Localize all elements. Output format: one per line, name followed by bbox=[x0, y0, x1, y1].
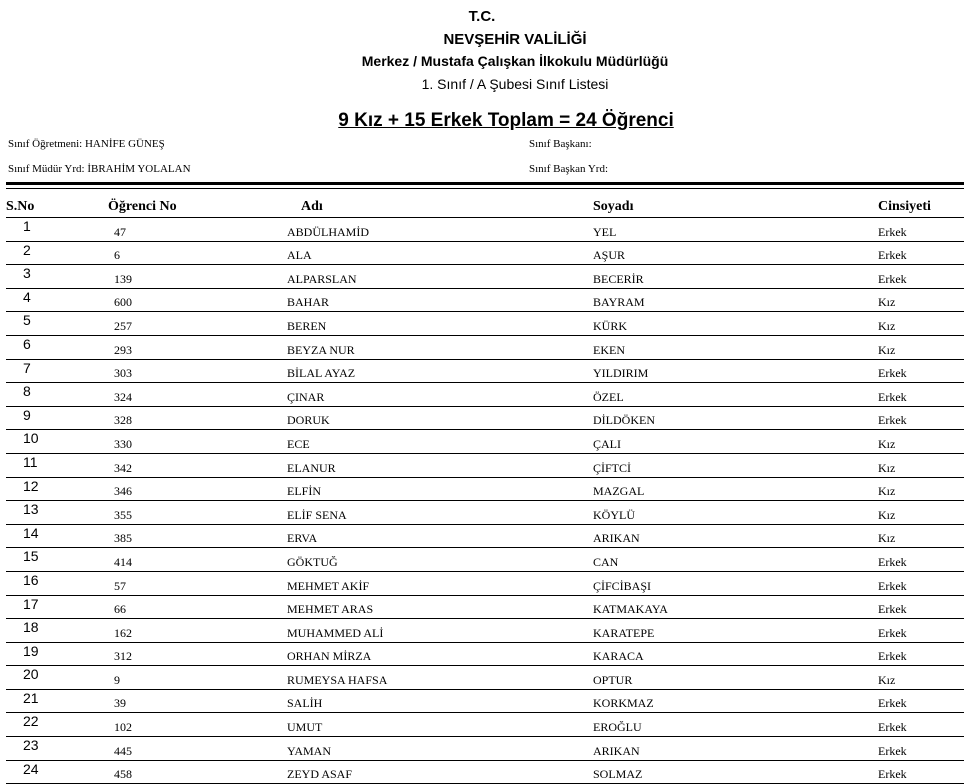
divider-thin bbox=[6, 188, 964, 189]
row-last-name: BECERİR bbox=[593, 265, 878, 289]
row-gender: Kız bbox=[878, 312, 964, 336]
row-gender: Kız bbox=[878, 524, 964, 548]
row-first-name: BİLAL AYAZ bbox=[287, 359, 593, 383]
table-row: 5 257 BEREN KÜRK Kız bbox=[6, 312, 964, 336]
row-last-name: ARIKAN bbox=[593, 737, 878, 761]
row-last-name: MAZGAL bbox=[593, 477, 878, 501]
row-last-name: KÜRK bbox=[593, 312, 878, 336]
row-first-name: ERVA bbox=[287, 524, 593, 548]
row-first-name: SALİH bbox=[287, 689, 593, 713]
row-last-name: KÖYLÜ bbox=[593, 501, 878, 525]
row-student-no: 328 bbox=[6, 406, 287, 430]
row-gender: Erkek bbox=[878, 737, 964, 761]
row-last-name: KARATEPE bbox=[593, 619, 878, 643]
row-gender: Erkek bbox=[878, 571, 964, 595]
student-table bbox=[6, 197, 964, 784]
row-gender: Kız bbox=[878, 335, 964, 359]
row-student-no: 139 bbox=[6, 265, 287, 289]
table-row: 22 102 UMUT EROĞLU Erkek bbox=[6, 713, 964, 737]
row-student-no: 445 bbox=[6, 737, 287, 761]
row-student-no: 312 bbox=[6, 642, 287, 666]
table-row: 14 385 ERVA ARIKAN Kız bbox=[6, 524, 964, 548]
row-student-no: 385 bbox=[6, 524, 287, 548]
row-last-name: ÇALI bbox=[593, 430, 878, 454]
row-gender: Kız bbox=[878, 453, 964, 477]
table-row: 11 342 ELANUR ÇİFTCİ Kız bbox=[6, 453, 964, 477]
row-last-name: ÖZEL bbox=[593, 383, 878, 407]
row-first-name: ZEYD ASAF bbox=[287, 760, 593, 784]
row-student-no: 39 bbox=[6, 689, 287, 713]
row-gender: Kız bbox=[878, 501, 964, 525]
class-president: Sınıf Başkanı: bbox=[529, 138, 592, 150]
table-row: 7 303 BİLAL AYAZ YILDIRIM Erkek bbox=[6, 359, 964, 383]
table-row: 23 445 YAMAN ARIKAN Erkek bbox=[6, 737, 964, 761]
row-gender: Erkek bbox=[878, 595, 964, 619]
table-row: 24 458 ZEYD ASAF SOLMAZ Erkek bbox=[6, 760, 964, 784]
student-count-summary: 9 Kız + 15 Erkek Toplam = 24 Öğrenci bbox=[338, 110, 674, 131]
row-last-name: BAYRAM bbox=[593, 288, 878, 312]
row-gender: Erkek bbox=[878, 241, 964, 265]
table-row: 16 57 MEHMET AKİF ÇİFCİBAŞI Erkek bbox=[6, 571, 964, 595]
row-student-no: 9 bbox=[6, 666, 287, 690]
row-first-name: BEREN bbox=[287, 312, 593, 336]
row-last-name: ÇİFTCİ bbox=[593, 453, 878, 477]
header-line-school: Merkez / Mustafa Çalışkan İlkokulu Müdürlüğü bbox=[361, 53, 669, 69]
row-last-name: DİLDÖKEN bbox=[593, 406, 878, 430]
table-row: 1 47 ABDÜLHAMİD YEL Erkek bbox=[6, 218, 964, 242]
header-line-tc: T.C. bbox=[468, 8, 496, 25]
row-student-no: 355 bbox=[6, 501, 287, 525]
row-first-name: ELFİN bbox=[287, 477, 593, 501]
row-last-name: SOLMAZ bbox=[593, 760, 878, 784]
table-row: 12 346 ELFİN MAZGAL Kız bbox=[6, 477, 964, 501]
row-student-no: 66 bbox=[6, 595, 287, 619]
row-student-no: 102 bbox=[6, 713, 287, 737]
vice-principal: Sınıf Müdür Yrd: İBRAHİM YOLALAN bbox=[8, 163, 191, 175]
table-row: 15 414 GÖKTUĞ CAN Erkek bbox=[6, 548, 964, 572]
row-first-name: YAMAN bbox=[287, 737, 593, 761]
row-last-name: EKEN bbox=[593, 335, 878, 359]
row-student-no: 330 bbox=[6, 430, 287, 454]
table-row: 21 39 SALİH KORKMAZ Erkek bbox=[6, 689, 964, 713]
row-last-name: KARACA bbox=[593, 642, 878, 666]
table-row: 10 330 ECE ÇALI Kız bbox=[6, 430, 964, 454]
row-student-no: 162 bbox=[6, 619, 287, 643]
header-first-name: Adı bbox=[287, 197, 593, 218]
row-gender: Erkek bbox=[878, 713, 964, 737]
row-first-name: MEHMET ARAS bbox=[287, 595, 593, 619]
row-last-name: CAN bbox=[593, 548, 878, 572]
row-last-name: ARIKAN bbox=[593, 524, 878, 548]
row-student-no: 6 bbox=[6, 241, 287, 265]
table-row: 4 600 BAHAR BAYRAM Kız bbox=[6, 288, 964, 312]
row-last-name: EROĞLU bbox=[593, 713, 878, 737]
row-last-name: KORKMAZ bbox=[593, 689, 878, 713]
row-first-name: UMUT bbox=[287, 713, 593, 737]
row-student-no: 346 bbox=[6, 477, 287, 501]
row-first-name: ELANUR bbox=[287, 453, 593, 477]
table-row: 17 66 MEHMET ARAS KATMAKAYA Erkek bbox=[6, 595, 964, 619]
row-gender: Erkek bbox=[878, 383, 964, 407]
row-first-name: GÖKTUĞ bbox=[287, 548, 593, 572]
row-gender: Erkek bbox=[878, 265, 964, 289]
table-row: 20 9 RUMEYSA HAFSA OPTUR Kız bbox=[6, 666, 964, 690]
class-vice-president: Sınıf Başkan Yrd: bbox=[529, 163, 609, 175]
row-last-name: YEL bbox=[593, 218, 878, 242]
row-student-no: 600 bbox=[6, 288, 287, 312]
row-first-name: ÇINAR bbox=[287, 383, 593, 407]
header-gender: Cinsiyeti bbox=[878, 197, 964, 218]
row-gender: Kız bbox=[878, 666, 964, 690]
table-row: 9 328 DORUK DİLDÖKEN Erkek bbox=[6, 406, 964, 430]
row-first-name: ELİF SENA bbox=[287, 501, 593, 525]
row-first-name: DORUK bbox=[287, 406, 593, 430]
table-row: 6 293 BEYZA NUR EKEN Kız bbox=[6, 335, 964, 359]
class-teacher: Sınıf Öğretmeni: HANİFE GÜNEŞ bbox=[8, 138, 165, 150]
table-row: 19 312 ORHAN MİRZA KARACA Erkek bbox=[6, 642, 964, 666]
row-gender: Kız bbox=[878, 430, 964, 454]
divider-thick bbox=[6, 182, 964, 185]
row-last-name: ÇİFCİBAŞI bbox=[593, 571, 878, 595]
row-gender: Erkek bbox=[878, 642, 964, 666]
table-row: 18 162 MUHAMMED ALİ KARATEPE Erkek bbox=[6, 619, 964, 643]
row-gender: Erkek bbox=[878, 548, 964, 572]
row-first-name: ORHAN MİRZA bbox=[287, 642, 593, 666]
table-row: 13 355 ELİF SENA KÖYLÜ Kız bbox=[6, 501, 964, 525]
row-first-name: ALA bbox=[287, 241, 593, 265]
header-student-no: Öğrenci No bbox=[6, 197, 287, 218]
header-line-class-list: 1. Sınıf / A Şubesi Sınıf Listesi bbox=[421, 76, 609, 92]
row-first-name: BAHAR bbox=[287, 288, 593, 312]
row-student-no: 257 bbox=[6, 312, 287, 336]
row-first-name: RUMEYSA HAFSA bbox=[287, 666, 593, 690]
row-first-name: ABDÜLHAMİD bbox=[287, 218, 593, 242]
header-last-name: Soyadı bbox=[593, 197, 878, 218]
table-row: 2 6 ALA AŞUR Erkek bbox=[6, 241, 964, 265]
row-gender: Erkek bbox=[878, 619, 964, 643]
row-student-no: 303 bbox=[6, 359, 287, 383]
row-student-no: 342 bbox=[6, 453, 287, 477]
row-gender: Kız bbox=[878, 288, 964, 312]
row-first-name: BEYZA NUR bbox=[287, 335, 593, 359]
row-student-no: 414 bbox=[6, 548, 287, 572]
header-line-governorship: NEVŞEHİR VALİLİĞİ bbox=[443, 31, 587, 48]
row-first-name: ALPARSLAN bbox=[287, 265, 593, 289]
row-student-no: 458 bbox=[6, 760, 287, 784]
row-gender: Erkek bbox=[878, 689, 964, 713]
row-gender: Erkek bbox=[878, 406, 964, 430]
row-student-no: 324 bbox=[6, 383, 287, 407]
row-gender: Erkek bbox=[878, 359, 964, 383]
row-first-name: ECE bbox=[287, 430, 593, 454]
row-last-name: AŞUR bbox=[593, 241, 878, 265]
row-last-name: OPTUR bbox=[593, 666, 878, 690]
row-student-no: 293 bbox=[6, 335, 287, 359]
row-first-name: MUHAMMED ALİ bbox=[287, 619, 593, 643]
row-gender: Erkek bbox=[878, 218, 964, 242]
row-gender: Erkek bbox=[878, 760, 964, 784]
row-student-no: 47 bbox=[6, 218, 287, 242]
row-last-name: YILDIRIM bbox=[593, 359, 878, 383]
table-row: 3 139 ALPARSLAN BECERİR Erkek bbox=[6, 265, 964, 289]
table-row: 8 324 ÇINAR ÖZEL Erkek bbox=[6, 383, 964, 407]
row-first-name: MEHMET AKİF bbox=[287, 571, 593, 595]
table-header-row: S.No Öğrenci No Adı Soyadı Cinsiyeti bbox=[6, 197, 964, 218]
row-gender: Kız bbox=[878, 477, 964, 501]
row-student-no: 57 bbox=[6, 571, 287, 595]
row-last-name: KATMAKAYA bbox=[593, 595, 878, 619]
